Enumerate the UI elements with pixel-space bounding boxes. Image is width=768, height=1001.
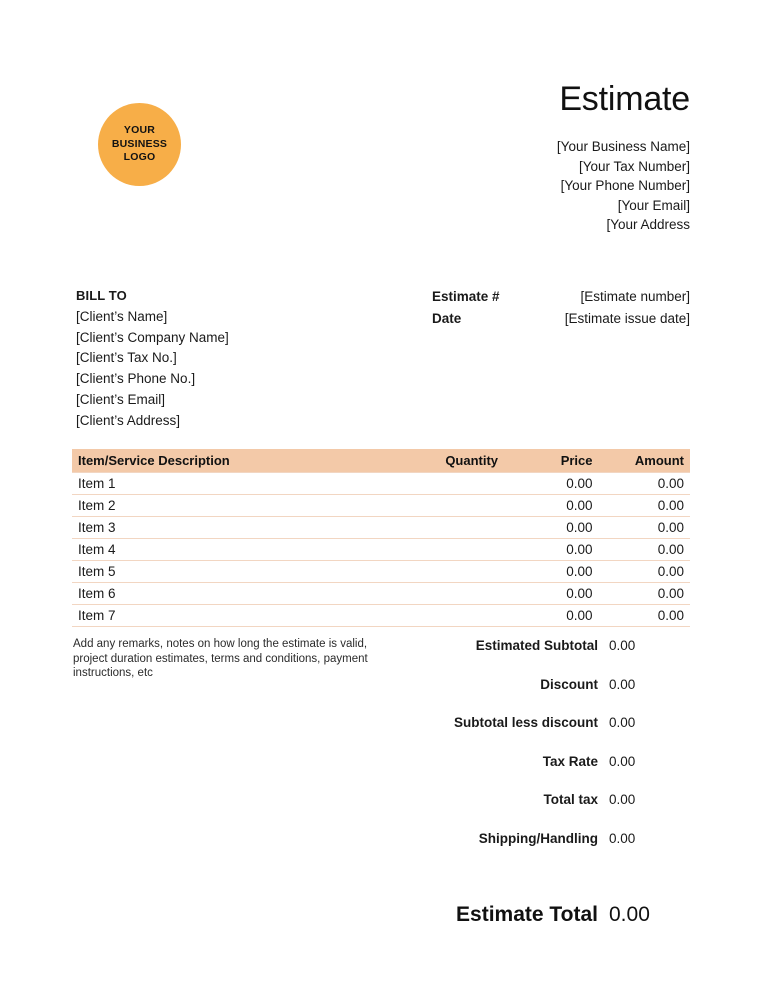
cell-amount[interactable]: 0.00 (611, 561, 691, 583)
tax-rate-value[interactable]: 0.00 (609, 753, 636, 769)
logo-line-2: BUSINESS (111, 137, 168, 150)
cell-description[interactable]: Item 1 (72, 473, 397, 495)
table-header-row (72, 449, 690, 473)
cell-price[interactable]: 0.00 (520, 583, 610, 605)
cell-description[interactable]: Item 2 (72, 495, 397, 517)
shipping-handling-label: Shipping/Handling (478, 830, 598, 846)
estimate-number-row (432, 286, 690, 308)
total-row-subtotal-less-discount (430, 714, 690, 732)
logo-line-1: YOUR (123, 124, 156, 137)
total-tax-label: Total tax (543, 792, 598, 807)
estimated-subtotal-label: Estimated Subtotal (475, 638, 598, 653)
tax-rate-label: Tax Rate (542, 753, 598, 769)
client-tax-no: [Client’s Tax No.] (76, 350, 177, 366)
bill-to-heading: BILL TO (76, 288, 127, 303)
cell-amount[interactable]: 0.00 (611, 517, 691, 539)
estimate-date-value: [Estimate issue date] (564, 310, 690, 326)
column-header-description: Item/Service Description (72, 449, 397, 473)
cell-amount[interactable]: 0.00 (611, 539, 691, 561)
table-row (72, 605, 690, 627)
total-row-shipping-handling (430, 830, 690, 848)
cell-quantity[interactable] (397, 473, 520, 495)
bill-to-block (76, 286, 229, 432)
cell-amount[interactable]: 0.00 (611, 495, 691, 517)
line-items-body (72, 473, 690, 627)
line-items-header (72, 449, 690, 473)
shipping-handling-value[interactable]: 0.00 (609, 830, 636, 846)
total-row-total-tax (430, 791, 690, 809)
business-email: [Your Email] (617, 197, 690, 213)
estimate-total-value: 0.00 (609, 903, 650, 926)
cell-price[interactable]: 0.00 (520, 473, 610, 495)
total-tax-value[interactable]: 0.00 (609, 792, 636, 807)
table-row (72, 561, 690, 583)
cell-quantity[interactable] (397, 605, 520, 627)
client-company-name: [Client’s Company Name] (76, 329, 229, 345)
client-name: [Client’s Name] (76, 308, 168, 324)
estimate-number-value: [Estimate number] (580, 289, 690, 304)
column-header-quantity: Quantity (397, 449, 520, 473)
total-row-discount (430, 676, 690, 694)
cell-quantity[interactable] (397, 539, 520, 561)
estimate-meta-block (432, 286, 690, 329)
cell-description[interactable]: Item 3 (72, 517, 397, 539)
subtotal-less-discount-label: Subtotal less discount (453, 715, 598, 730)
estimate-date-label: Date (432, 310, 462, 326)
cell-amount[interactable]: 0.00 (611, 473, 691, 495)
document-title: Estimate (559, 80, 690, 118)
cell-price[interactable]: 0.00 (520, 561, 610, 583)
totals-block (430, 637, 690, 868)
discount-label: Discount (540, 676, 598, 692)
business-phone-number: [Your Phone Number] (560, 178, 690, 193)
line-items-table (72, 449, 690, 627)
estimated-subtotal-value[interactable]: 0.00 (609, 638, 636, 653)
estimate-total-row (430, 903, 690, 927)
business-address: [Your Address (606, 217, 690, 232)
business-details (557, 137, 690, 235)
cell-quantity[interactable] (397, 517, 520, 539)
estimate-date-row (432, 308, 690, 330)
notes-text[interactable]: Add any remarks, notes on how long the estimate is valid, project duration estimates, terms and conditions, payment instructions, etc (73, 638, 368, 679)
cell-quantity[interactable] (397, 495, 520, 517)
table-row (72, 517, 690, 539)
business-tax-number: [Your Tax Number] (578, 158, 690, 174)
cell-price[interactable]: 0.00 (520, 539, 610, 561)
cell-description[interactable]: Item 7 (72, 605, 397, 627)
cell-quantity[interactable] (397, 561, 520, 583)
cell-price[interactable]: 0.00 (520, 605, 610, 627)
client-email: [Client’s Email] (76, 391, 166, 407)
business-name: [Your Business Name] (556, 139, 690, 154)
cell-amount[interactable]: 0.00 (611, 605, 691, 627)
cell-quantity[interactable] (397, 583, 520, 605)
client-phone-no: [Client’s Phone No.] (76, 371, 196, 387)
estimate-number-label: Estimate # (432, 289, 500, 304)
column-header-amount: Amount (611, 449, 691, 473)
client-address: [Client’s Address] (76, 412, 181, 428)
cell-price[interactable]: 0.00 (520, 495, 610, 517)
cell-amount[interactable]: 0.00 (611, 583, 691, 605)
cell-price[interactable]: 0.00 (520, 517, 610, 539)
cell-description[interactable]: Item 6 (72, 583, 397, 605)
estimate-total-label: Estimate Total (456, 903, 598, 926)
discount-value[interactable]: 0.00 (609, 676, 636, 692)
table-row (72, 583, 690, 605)
subtotal-less-discount-value[interactable]: 0.00 (609, 715, 636, 730)
cell-description[interactable]: Item 5 (72, 561, 397, 583)
table-row (72, 473, 690, 495)
total-row-estimated-subtotal (430, 637, 690, 655)
cell-description[interactable]: Item 4 (72, 539, 397, 561)
table-row (72, 495, 690, 517)
business-logo (98, 103, 181, 186)
total-row-tax-rate (430, 753, 690, 771)
table-row (72, 539, 690, 561)
logo-line-3: LOGO (123, 151, 156, 164)
column-header-price: Price (520, 449, 610, 473)
